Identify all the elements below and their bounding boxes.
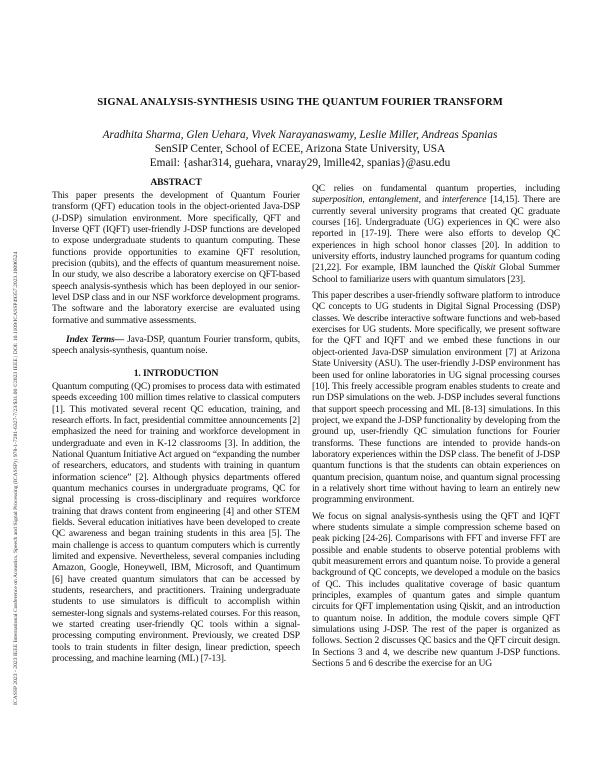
index-terms-text: Java-DSP, quantum Fourier transform, qubits, speech analysis-synthesis, quantum noise. <box>52 334 301 357</box>
text-run: QC relies on fundamental quantum properties, including <box>312 183 560 194</box>
index-terms <box>52 334 300 357</box>
authors: Aradhita Sharma, Glen Uehara, Vivek Narayanaswamy, Leslie Miller, Andreas Spanias <box>102 129 498 141</box>
emphasis-entanglement: entanglement <box>368 194 419 206</box>
left-column <box>52 177 300 669</box>
right-column <box>312 183 560 674</box>
text-run: , and <box>418 194 442 206</box>
emphasis-superposition: superposition <box>312 194 363 206</box>
emphasis-qiskit: Qiskit <box>473 262 496 274</box>
abstract-text: This paper presents the development of Quantum Fourier transform (QFT) education tools in the object-oriented Java-DSP (J-DSP) simulation environment. More specifically, QFT and Inverse QFT (IQFT) user-friendly J-DSP functions are developed to expose undergraduate students to quantum computing. These functions provide opportunities to examine QFT resolution, precision (qubits), and the effects of quantum measurement noise. In our study, we also describe a laboratory exercise on QFT-based speech analysis-synthesis which has been deployed in our senior-level DSP class and in our NSF workforce development programs. The software and the laboratory exercise are evaluated using formative and summative assessments. <box>52 190 300 326</box>
paper-title: SIGNAL ANALYSIS-SYNTHESIS USING THE QUANTUM FOURIER TRANSFORM <box>97 97 503 108</box>
text-run: [14,15]. There are currently several university programs that created QC graduate courses [16]. Undergraduate (UG) experiences in QC were also reported in [17-19]. There were also efforts to develop QC experiences in high school honor classes [20]. In addition to university efforts, industry launched programs for quantum coding [21,22]. For example, IBM launched the <box>312 194 560 274</box>
abstract-heading: ABSTRACT <box>150 177 202 188</box>
text-run: Global Summer School to familiarize users with quantum simulators [23]. <box>312 262 560 285</box>
emphasis-interference: interference <box>442 194 487 206</box>
text-run: , <box>362 194 369 206</box>
introduction-heading: 1. INTRODUCTION <box>133 367 219 379</box>
affiliation: SenSIP Center, School of ECEE, Arizona State University, USA <box>154 143 446 155</box>
citation-sidebar: ICASSP 2023 - 2023 IEEE International Conference on Acoustics, Speech and Signal Processing (ICASSP) | 978-1-7281-6327-7/23/$31.00 ©2023 IEEE | DOI: 10.1109/ICASSP49357.2023.10096524 <box>13 251 19 705</box>
intro-paragraph-1: Quantum computing (QC) promises to process data with estimated speeds exceeding 100 million times relative to classical computers [1]. This motivated several recent QC education, training, and research efforts. In fact, presidential committee announcements [2] emphasized the need for training and workforce development in undergraduate and even in K-12 classrooms [3]. In addition, the National Quantum Initiative Act argued on “expanding the number of researchers, educators, and students with training in quantum information science” [2]. Although physics departments offered quantum mechanics courses in undergraduate programs, QC for signal processing is cross-disciplinary and requires workforce training that draws content from engineering [4] and other STEM fields. Several education initiatives have been developed to create QC awareness and began training students in this area [5]. The main challenge is access to quantum computers which is currently limited and expensive. Nevertheless, several companies including Amazon, Google, Honeywell, IBM, Microsoft, and Quantimum [6] have created quantum simulators that can be accessed by students, researchers, and practitioners. Training undergraduate students to use simulators is difficult to accomplish within semester-long signals and systems-related courses. For this reason, we started creating user-friendly QC tools within a signal-processing computing environment. Previously, we created DSP tools to train students in filter design, linear prediction, speech processing, and machine learning (ML) [7-13]. <box>52 380 300 665</box>
intro-paragraph-3: This paper describes a user-friendly software platform to introduce QC concepts to UG students in Digital Signal Processing (DSP) classes. We describe interactive software functions and web-based exercises for UG students. More specifically, we present software for the QFT and IQFT and we embed these functions in our object-oriented Java-DSP simulation environment [7] at Arizona State University (ASU). The user-friendly J-DSP environment has been used for online laboratories in UG signal processing courses [10]. This freely accessible program enables students to create and run DSP simulations on the web. J-DSP includes several functions that support speech processing and ML [8-13] simulations. In this project, we expand the J-DSP functionality by developing from the ground up, user-friendly QC simulation functions for Fourier transforms. These functions are intended to provide hands-on laboratory experiences within the DSP class. The benefit of J-DSP quantum functions is that the students can obtain experiences on quantum precision, quantum noise, and quantum signal processing in a relatively short time without having to learn an entirely new programming environment. <box>312 290 560 506</box>
intro-paragraph-2 <box>312 183 560 285</box>
intro-paragraph-4: We focus on signal analysis-synthesis using the QFT and IQFT where students simulate a simple compression scheme based on peak picking [24-26]. Comparisons with FFT and inverse FFT are possible and enable students to observe potential problems with qubit measurement errors and quantum noise. To provide a general background of QC concepts, we developed a module on the basics of QC. This includes qualitative coverage of basic quantum principles, examples of quantum gates and simple quantum circuits for QFT implementation using Qiskit, and an introduction to quantum noise. In addition, the module covers simple QFT simulations using J-DSP. The rest of the paper is organized as follows. Section 2 discusses QC basics and the QFT circuit design. In Sections 3 and 4, we describe new quantum J-DSP functions. Sections 5 and 6 describe the exercise for an UG <box>312 510 560 670</box>
index-terms-label: Index Terms— <box>66 334 125 346</box>
email: Email: {ashar314, guehara, vnaray29, lmille42, spanias}@asu.edu <box>149 157 451 169</box>
